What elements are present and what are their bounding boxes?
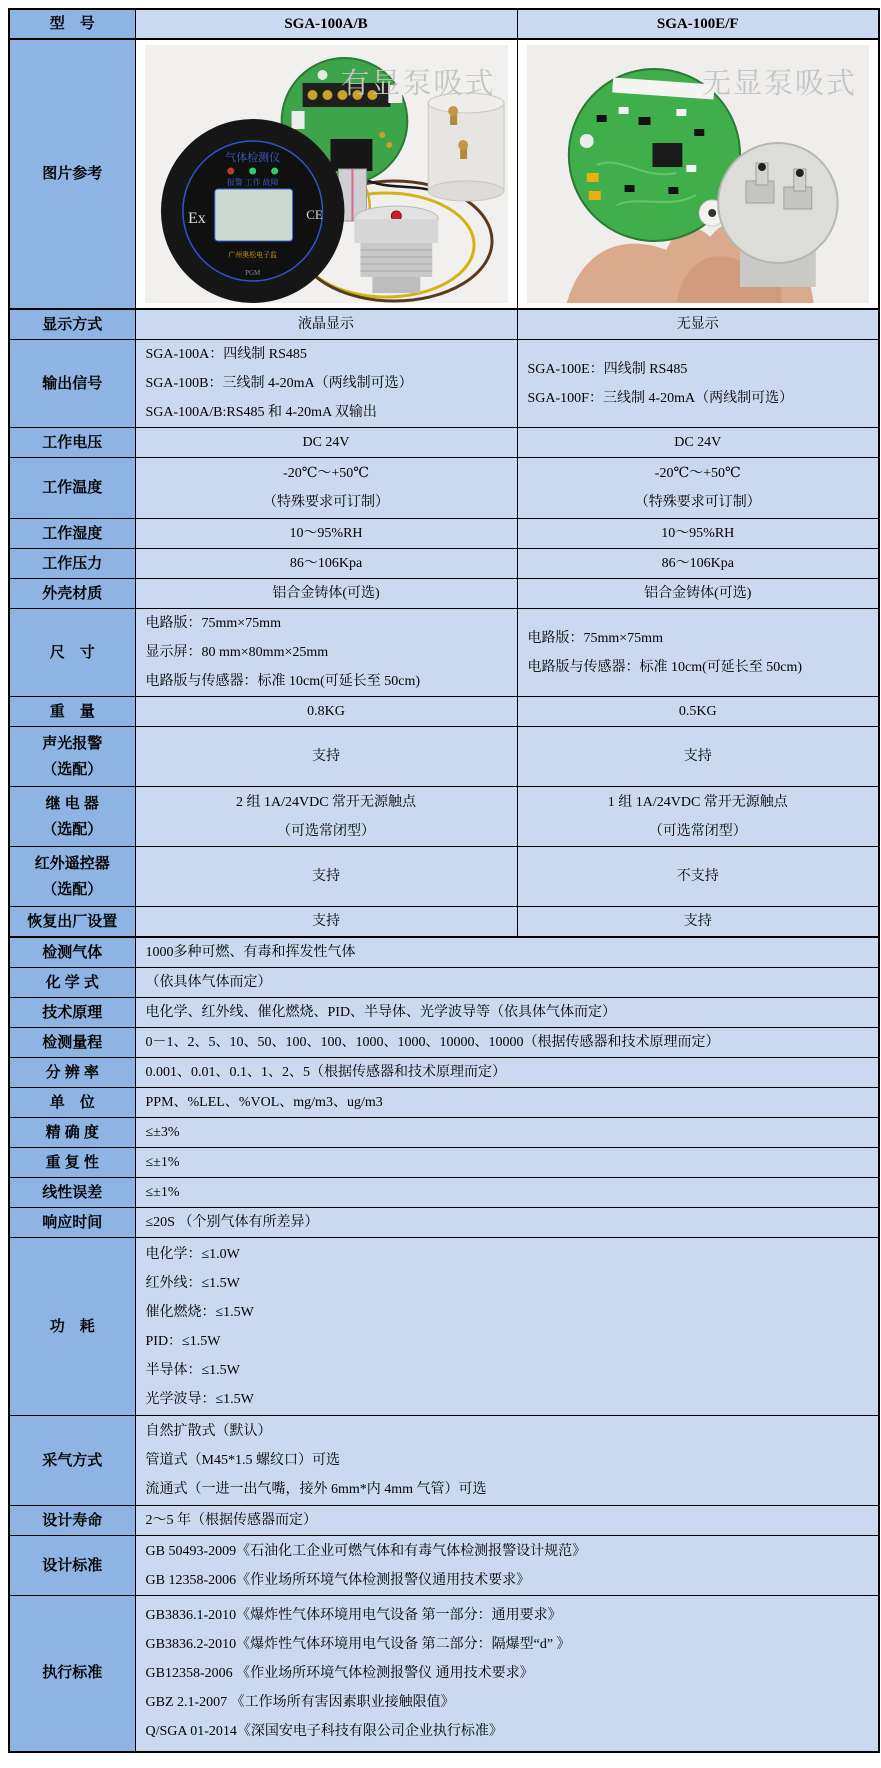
row-label-relay: 继 电 器 （选配） <box>9 787 135 847</box>
product-photo-cell-a <box>135 39 517 309</box>
watermark-text-a: 有显泵吸式 <box>340 68 496 100</box>
row-label-technical-principle: 技术原理 <box>9 998 135 1028</box>
spec-row-working-voltage <box>9 428 879 458</box>
row-label-executive-standard: 执行标准 <box>9 1596 135 1752</box>
cell-repeatability: ≤±1% <box>135 1148 879 1178</box>
row-label-working-humidity: 工作湿度 <box>9 519 135 549</box>
cell-executive-standard: GB3836.1-2010《爆炸性气体环境用电气设备 第一部分：通用要求》 GB3836.2-2010《爆炸性气体环境用电气设备 第二部分：隔爆型“d” 》 GB12358-2006 《作业场所环境气体检测报警仪 通用技术要求》 GBZ 2.1-2007 《工作场所有害因素职业接触限值》 Q/SGA 01-2014《深国安电子科技有限公司企业执行标准》 <box>135 1596 879 1752</box>
pump-cylinder-icon <box>428 93 504 201</box>
row-label-target-gas: 检测气体 <box>9 937 135 968</box>
spec-row-audible-visual-alarm <box>9 727 879 787</box>
spec-row-ir-remote <box>9 847 879 907</box>
product-photo-sga100ef <box>527 45 870 303</box>
row-label-ir-remote: 红外遥控器 （选配） <box>9 847 135 907</box>
spec-row-chemical-formula <box>9 968 879 998</box>
row-label-response-time: 响应时间 <box>9 1208 135 1238</box>
image-reference-row <box>9 39 879 309</box>
model-name-sga100ab: SGA-100A/B <box>135 9 517 39</box>
row-label-design-life: 设计寿命 <box>9 1506 135 1536</box>
svg-text:报警 工作 故障: 报警 工作 故障 <box>226 177 279 188</box>
spec-row-technical-principle <box>9 998 879 1028</box>
cell-output-signal-col1: SGA-100A：四线制 RS485 SGA-100B：三线制 4-20mA（两线制可选） SGA-100A/B:RS485 和 4-20mA 双输出 <box>135 340 517 428</box>
cell-shell-material-col2: 铝合金铸体(可选) <box>517 579 879 609</box>
spec-row-linearity-error <box>9 1178 879 1208</box>
row-label-audible-visual-alarm: 声光报警 （选配） <box>9 727 135 787</box>
row-label-working-pressure: 工作压力 <box>9 549 135 579</box>
cell-design-life: 2～5 年（根据传感器而定） <box>135 1506 879 1536</box>
spec-row-response-time <box>9 1208 879 1238</box>
spec-row-detection-range <box>9 1028 879 1058</box>
cell-working-humidity-col1: 10～95%RH <box>135 519 517 549</box>
cell-working-temperature-col1: -20℃～+50℃ （特殊要求可订制） <box>135 458 517 519</box>
spec-row-target-gas <box>9 937 879 968</box>
spec-table <box>8 8 880 1753</box>
spec-row-design-life <box>9 1506 879 1536</box>
detector-gauge-icon <box>160 119 343 303</box>
row-label-working-voltage: 工作电压 <box>9 428 135 458</box>
cell-factory-reset-col2: 支持 <box>517 907 879 938</box>
cell-design-standard: GB 50493-2009《石油化工企业可燃气体和有毒气体检测报警设计规范》 GB 12358-2006《作业场所环境气体检测报警仪通用技术要求》 <box>135 1536 879 1596</box>
cell-audible-visual-alarm-col2: 支持 <box>517 727 879 787</box>
cell-relay-col2: 1 组 1A/24VDC 常开无源触点 （可选常闭型） <box>517 787 879 847</box>
cell-working-humidity-col2: 10～95%RH <box>517 519 879 549</box>
cell-accuracy: ≤±3% <box>135 1118 879 1148</box>
spec-row-dimensions <box>9 609 879 697</box>
row-label-shell-material: 外壳材质 <box>9 579 135 609</box>
cell-working-pressure-col1: 86～106Kpa <box>135 549 517 579</box>
cell-weight-col1: 0.8KG <box>135 697 517 727</box>
svg-text:CE: CE <box>305 206 323 223</box>
spec-row-factory-reset <box>9 907 879 938</box>
cell-ir-remote-col2: 不支持 <box>517 847 879 907</box>
cell-relay-col1: 2 组 1A/24VDC 常开无源触点 （可选常闭型） <box>135 787 517 847</box>
cell-working-voltage-col2: DC 24V <box>517 428 879 458</box>
row-label-linearity-error: 线性误差 <box>9 1178 135 1208</box>
spec-row-accuracy <box>9 1118 879 1148</box>
row-label-resolution: 分 辨 率 <box>9 1058 135 1088</box>
spec-row-output-signal <box>9 340 879 428</box>
row-label-design-standard: 设计标准 <box>9 1536 135 1596</box>
image-row-label: 图片参考 <box>9 39 135 309</box>
spec-row-repeatability <box>9 1148 879 1178</box>
spec-row-relay <box>9 787 879 847</box>
row-label-factory-reset: 恢复出厂设置 <box>9 907 135 938</box>
row-label-weight: 重 量 <box>9 697 135 727</box>
spec-row-working-humidity <box>9 519 879 549</box>
cell-working-voltage-col1: DC 24V <box>135 428 517 458</box>
row-label-accuracy: 精 确 度 <box>9 1118 135 1148</box>
watermark-text-e: 无显泵吸式 <box>701 68 857 100</box>
row-label-sampling-method: 采气方式 <box>9 1416 135 1506</box>
row-label-dimensions: 尺 寸 <box>9 609 135 697</box>
cell-shell-material-col1: 铝合金铸体(可选) <box>135 579 517 609</box>
spec-row-unit <box>9 1088 879 1118</box>
row-label-working-temperature: 工作温度 <box>9 458 135 519</box>
cell-linearity-error: ≤±1% <box>135 1178 879 1208</box>
spec-row-design-standard <box>9 1536 879 1596</box>
row-label-unit: 单 位 <box>9 1088 135 1118</box>
product-photo-sga100ab <box>145 45 508 303</box>
cell-response-time: ≤20S （个别气体有所差异） <box>135 1208 879 1238</box>
model-name-sga100ef: SGA-100E/F <box>517 9 879 39</box>
cell-dimensions-col2: 电路版：75mm×75mm 电路版与传感器：标准 10cm(可延长至 50cm) <box>517 609 879 697</box>
row-label-chemical-formula: 化 学 式 <box>9 968 135 998</box>
cell-output-signal-col2: SGA-100E：四线制 RS485 SGA-100F：三线制 4-20mA（两线制可选） <box>517 340 879 428</box>
cell-working-temperature-col2: -20℃～+50℃ （特殊要求可订制） <box>517 458 879 519</box>
spec-row-working-temperature <box>9 458 879 519</box>
cell-display-mode-col1: 液晶显示 <box>135 309 517 340</box>
row-label-repeatability: 重 复 性 <box>9 1148 135 1178</box>
svg-text:PGM: PGM <box>244 268 260 278</box>
cell-target-gas: 1000多种可燃、有毒和挥发性气体 <box>135 937 879 968</box>
cell-factory-reset-col1: 支持 <box>135 907 517 938</box>
table-header-row <box>9 9 879 39</box>
spec-rows-body <box>9 309 879 1752</box>
row-label-output-signal: 输出信号 <box>9 340 135 428</box>
spec-row-working-pressure <box>9 549 879 579</box>
cell-ir-remote-col1: 支持 <box>135 847 517 907</box>
row-label-detection-range: 检测量程 <box>9 1028 135 1058</box>
cell-sampling-method: 自然扩散式（默认） 管道式（M45*1.5 螺纹口）可选 流通式（一进一出气嘴，接外 6mm*内 4mm 气管）可选 <box>135 1416 879 1506</box>
row-label-power-consumption: 功 耗 <box>9 1238 135 1416</box>
spec-row-shell-material <box>9 579 879 609</box>
product-photo-cell-e <box>517 39 879 309</box>
cell-audible-visual-alarm-col1: 支持 <box>135 727 517 787</box>
cell-technical-principle: 电化学、红外线、催化燃烧、PID、半导体、光学波导等（依具体气体而定） <box>135 998 879 1028</box>
spec-row-weight <box>9 697 879 727</box>
row-label-display-mode: 显示方式 <box>9 309 135 340</box>
cell-chemical-formula: （依具体气体而定） <box>135 968 879 998</box>
cell-detection-range: 0－1、2、5、10、50、100、100、1000、1000、10000、10000（根据传感器和技术原理而定） <box>135 1028 879 1058</box>
spec-row-executive-standard <box>9 1596 879 1752</box>
spec-row-sampling-method <box>9 1416 879 1506</box>
svg-text:气体检测仪: 气体检测仪 <box>224 151 280 165</box>
cell-weight-col2: 0.5KG <box>517 697 879 727</box>
spec-row-resolution <box>9 1058 879 1088</box>
spec-row-power-consumption <box>9 1238 879 1416</box>
spec-row-display-mode <box>9 309 879 340</box>
svg-text:广州奥松电子监: 广州奥松电子监 <box>227 250 277 260</box>
cell-working-pressure-col2: 86～106Kpa <box>517 549 879 579</box>
cell-unit: PPM、%LEL、%VOL、mg/m3、ug/m3 <box>135 1088 879 1118</box>
model-header-label: 型 号 <box>9 9 135 39</box>
cell-resolution: 0.001、0.01、0.1、1、2、5（根据传感器和技术原理而定） <box>135 1058 879 1088</box>
cell-display-mode-col2: 无显示 <box>517 309 879 340</box>
cell-power-consumption: 电化学：≤1.0W 红外线：≤1.5W 催化燃烧：≤1.5W PID：≤1.5W 半导体：≤1.5W 光学波导：≤1.5W <box>135 1238 879 1416</box>
cell-dimensions-col1: 电路版：75mm×75mm 显示屏：80 mm×80mm×25mm 电路版与传感器：标准 10cm(可延长至 50cm) <box>135 609 517 697</box>
svg-text:Ex: Ex <box>187 209 206 228</box>
